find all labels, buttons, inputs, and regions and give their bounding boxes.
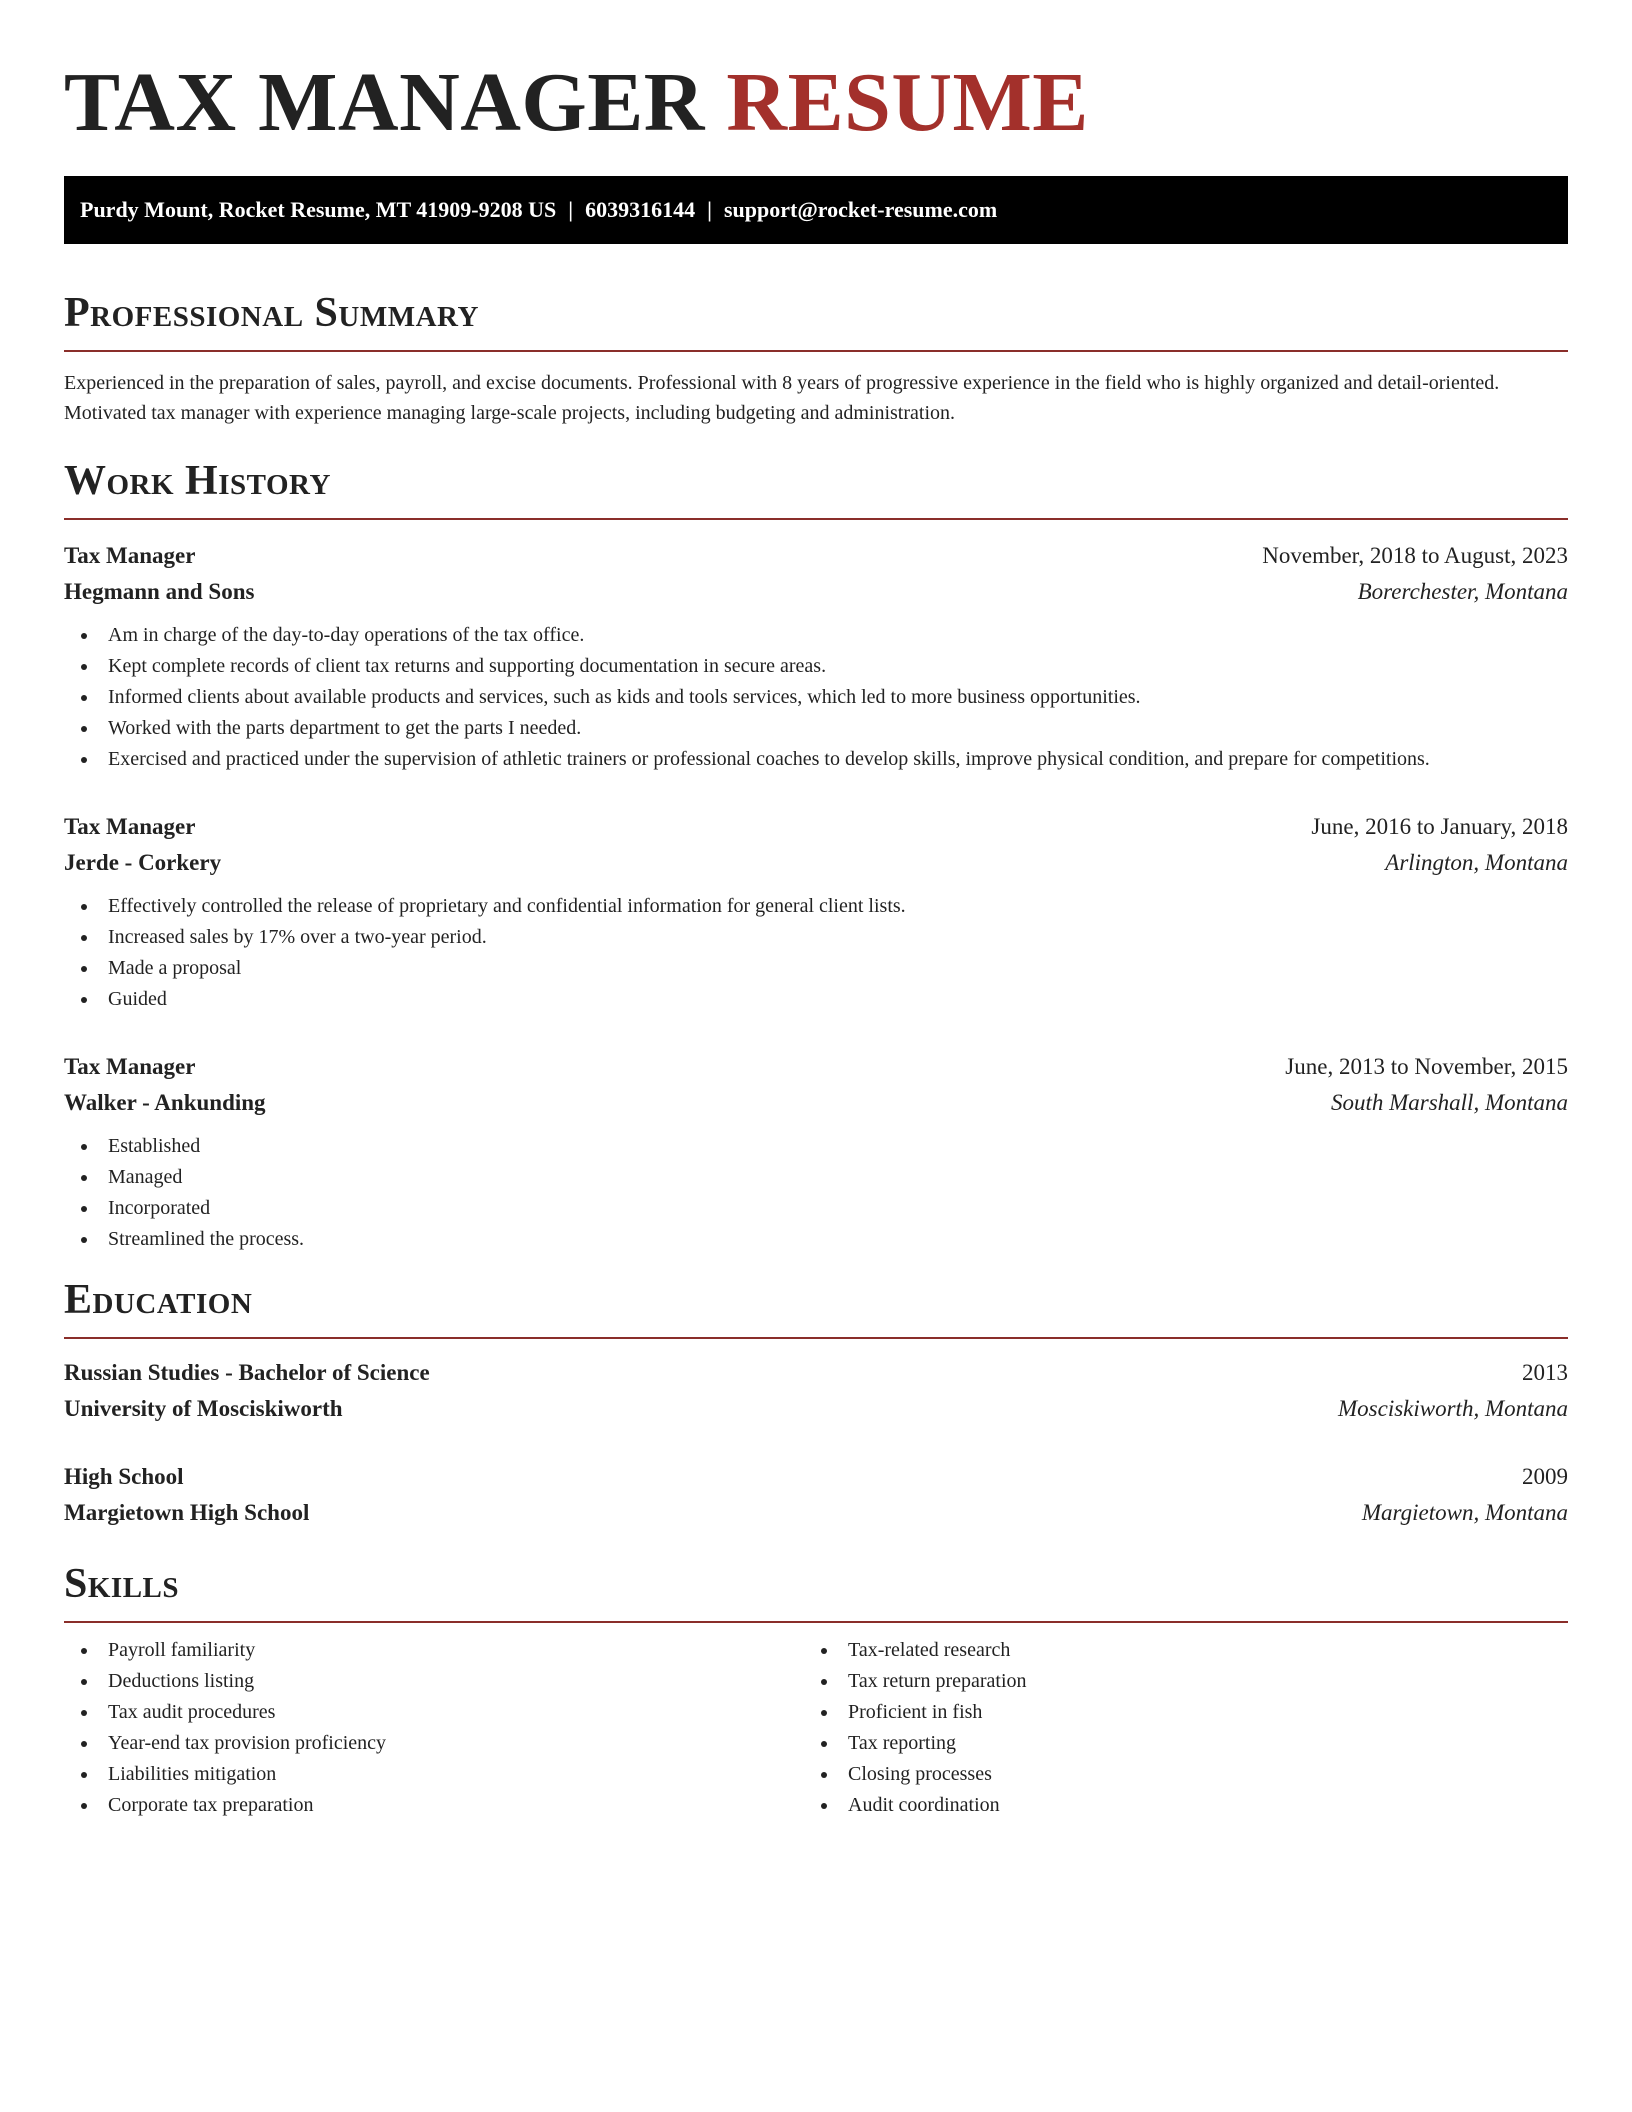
list-item: Audit coordination — [804, 1790, 1544, 1821]
education-degree-row — [64, 1459, 1568, 1495]
summary-text: Experienced in the preparation of sales, payroll, and excise documents. Professional with 8 years of progressive experience in the field who is highly organized and detail-oriented. Motivated tax manager with experience managing large-scale projects, including budgeting and administration. — [64, 372, 1500, 424]
contact-separator: | — [707, 197, 712, 222]
job-entry — [64, 809, 1568, 1015]
skills-column-right — [804, 1635, 1544, 1821]
list-item: Established — [64, 1131, 1568, 1162]
education-school-row — [64, 1495, 1568, 1531]
summary-heading: Professional Summary — [64, 288, 1568, 352]
list-item: Exercised and practiced under the supervision of athletic trainers or professional coaches to develop skills, improve physical condition, and prepare for competitions. — [64, 744, 1568, 775]
education-location: Margietown, Montana — [1361, 1500, 1568, 1525]
job-header-row — [64, 538, 1568, 574]
education-heading: Education — [64, 1275, 1568, 1339]
title-main: TAX MANAGER — [64, 56, 705, 149]
job-bullets — [64, 620, 1568, 775]
list-item: Year-end tax provision proficiency — [64, 1728, 804, 1759]
contact-bar — [64, 176, 1568, 244]
list-item: Incorporated — [64, 1193, 1568, 1224]
job-entry — [64, 538, 1568, 775]
list-item: Informed clients about available products and services, such as kids and tools services, which led to more business opportunities. — [64, 682, 1568, 713]
job-location: Borerchester, Montana — [1357, 579, 1568, 604]
resume-title — [64, 0, 1568, 148]
skills-heading: Skills — [64, 1559, 1568, 1623]
list-item: Increased sales by 17% over a two-year period. — [64, 922, 1568, 953]
list-item: Payroll familiarity — [64, 1635, 804, 1666]
list-item: Proficient in fish — [804, 1697, 1544, 1728]
education-degree: High School — [64, 1464, 184, 1489]
job-bullets — [64, 891, 1568, 1015]
job-location: South Marshall, Montana — [1330, 1090, 1568, 1115]
education-degree: Russian Studies - Bachelor of Science — [64, 1360, 430, 1385]
job-company-row — [64, 845, 1568, 881]
list-item: Corporate tax preparation — [64, 1790, 804, 1821]
job-company-row — [64, 1085, 1568, 1121]
list-item: Effectively controlled the release of proprietary and confidential information for general client lists. — [64, 891, 1568, 922]
job-location: Arlington, Montana — [1385, 850, 1568, 875]
contact-email: support@rocket-resume.com — [723, 197, 998, 222]
education-degree-row — [64, 1355, 1568, 1391]
job-dates: June, 2013 to November, 2015 — [1285, 1054, 1568, 1079]
list-item: Tax audit procedures — [64, 1697, 804, 1728]
list-item: Closing processes — [804, 1759, 1544, 1790]
education-location: Mosciskiworth, Montana — [1338, 1396, 1568, 1421]
list-item: Managed — [64, 1162, 1568, 1193]
contact-phone: 6039316144 — [585, 197, 696, 222]
education-year: 2009 — [1522, 1464, 1568, 1489]
list-item: Streamlined the process. — [64, 1224, 1568, 1255]
title-accent: RESUME — [726, 56, 1089, 149]
contact-separator: | — [568, 197, 574, 222]
job-header-row — [64, 809, 1568, 845]
contact-address: Purdy Mount, Rocket Resume, MT 41909-9208 US — [80, 197, 557, 222]
education-entry — [64, 1459, 1568, 1531]
list-item: Am in charge of the day-to-day operations of the tax office. — [64, 620, 1568, 651]
job-entry — [64, 1049, 1568, 1255]
list-item: Worked with the parts department to get the parts I needed. — [64, 713, 1568, 744]
education-entry — [64, 1355, 1568, 1427]
job-bullets — [64, 1131, 1568, 1255]
education-school: Margietown High School — [64, 1500, 310, 1525]
list-item: Tax-related research — [804, 1635, 1544, 1666]
job-dates: June, 2016 to January, 2018 — [1311, 814, 1568, 839]
list-item: Tax reporting — [804, 1728, 1544, 1759]
list-item: Tax return preparation — [804, 1666, 1544, 1697]
education-school: University of Mosciskiworth — [64, 1396, 343, 1421]
job-company-row — [64, 574, 1568, 610]
resume-page — [64, 0, 1568, 1821]
skills-grid — [64, 1635, 1568, 1821]
job-title: Tax Manager — [64, 1054, 196, 1079]
work-history-heading: Work History — [64, 456, 1568, 520]
job-dates: November, 2018 to August, 2023 — [1262, 543, 1568, 568]
job-company: Hegmann and Sons — [64, 579, 255, 604]
job-company: Walker - Ankunding — [64, 1090, 266, 1115]
list-item: Guided — [64, 984, 1568, 1015]
skills-column-left — [64, 1635, 804, 1821]
education-year: 2013 — [1522, 1360, 1568, 1385]
job-header-row — [64, 1049, 1568, 1085]
list-item: Deductions listing — [64, 1666, 804, 1697]
list-item: Made a proposal — [64, 953, 1568, 984]
job-title: Tax Manager — [64, 814, 196, 839]
education-school-row — [64, 1391, 1568, 1427]
job-company: Jerde - Corkery — [64, 850, 222, 875]
job-title: Tax Manager — [64, 543, 196, 568]
list-item: Kept complete records of client tax returns and supporting documentation in secure areas. — [64, 651, 1568, 682]
list-item: Liabilities mitigation — [64, 1759, 804, 1790]
